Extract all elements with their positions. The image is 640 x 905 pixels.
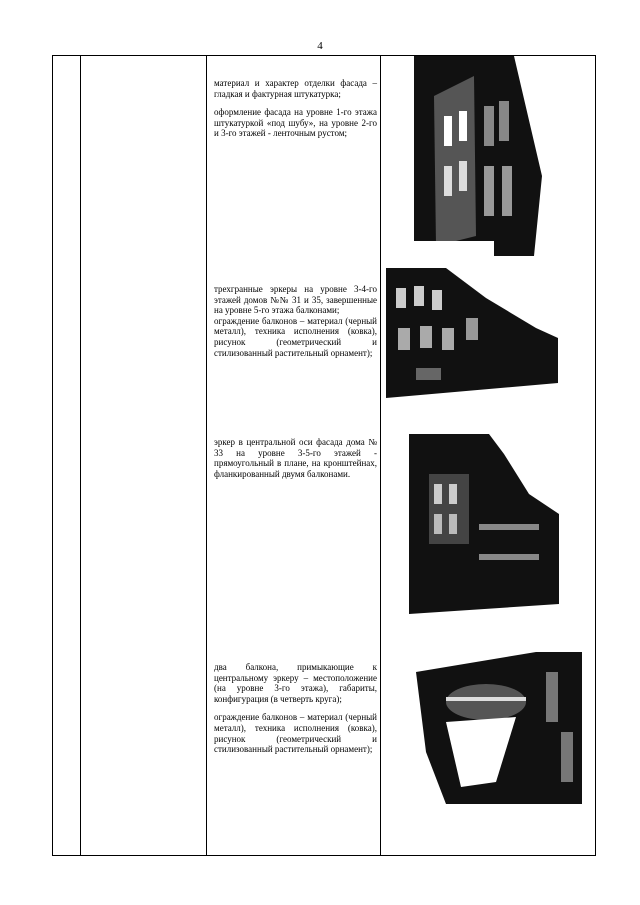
column-divider [80, 56, 81, 855]
table-row-description [214, 662, 377, 763]
table-row-description [214, 284, 377, 366]
table-row-description [214, 437, 377, 487]
description-paragraph: материал и характер отделки фасада – гладкая и фактурная штукатурка; [214, 78, 377, 99]
balcony-photo [386, 652, 582, 804]
column-divider [206, 56, 207, 855]
description-paragraph: эркер в центральной оси фасада дома № 33 на уровне 3-5-го этажей - прямоугольный в плане, на кронштейнах, фланкированный двумя балконами. [214, 437, 377, 479]
table-row-description [214, 78, 377, 147]
bay-window-photo [409, 434, 559, 634]
description-paragraph: ограждение балконов – материал (черный металл), техника исполнения (ковка), рисунок (геометрический и стилизованный растительный орнамент); [214, 712, 377, 755]
description-paragraph: два балкона, примыкающие к центральному эркеру – местоположение (на уровне 3-го этажа), габариты, конфигурация (в четверть круга); [214, 662, 377, 704]
description-paragraph: оформление фасада на уровне 1-го этажа штукатуркой «под шубу», на уровне 2-го и 3-го этажей - ленточным рустом; [214, 107, 377, 139]
building-facade-photo [414, 56, 559, 256]
street-facade-photo [386, 268, 558, 418]
protection-table [52, 55, 596, 856]
description-paragraph: трехгранные эркеры на уровне 3-4-го этажей домов №№ 31 и 35, завершенные на уровне 5-го этажа балконами; ограждение балконов – материал (черный металл), техника исполнения (ковка), рисунок (геометрический и стилизованный растительный орнамент); [214, 284, 377, 358]
column-divider [380, 56, 381, 855]
page-number: 4 [317, 40, 323, 52]
